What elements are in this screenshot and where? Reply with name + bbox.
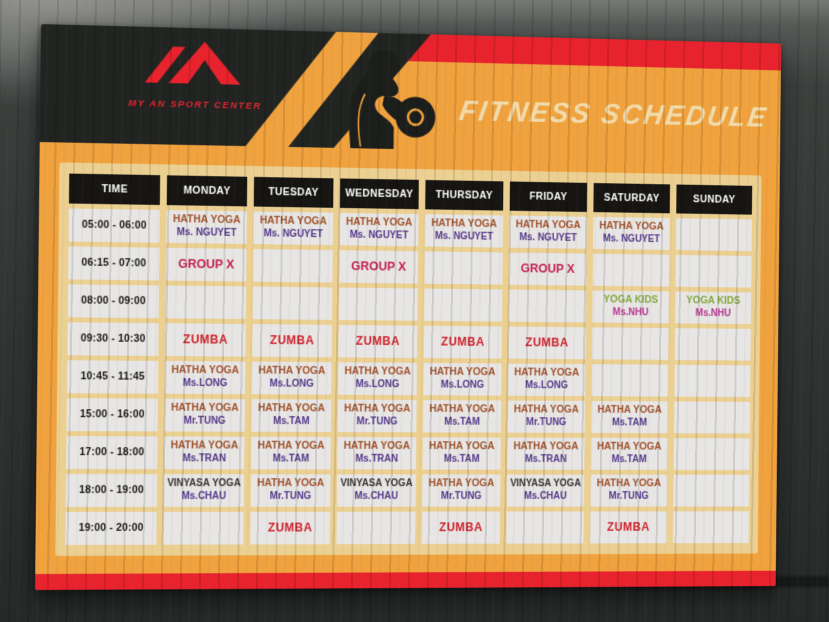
class-cell xyxy=(425,214,503,247)
class-cell xyxy=(339,250,418,283)
class-name: VINYASA YOGA xyxy=(167,477,241,489)
column-header-thursday: THURSDAY xyxy=(425,180,503,211)
class-name: YOGA KIDS xyxy=(603,293,659,306)
empty-cell xyxy=(592,327,669,360)
instructor-name: Mr.TUNG xyxy=(440,491,482,503)
class-cell xyxy=(423,437,501,469)
instructor-name: Ms.LONG xyxy=(525,380,569,392)
class-cell xyxy=(164,436,245,469)
empty-cell xyxy=(673,511,749,543)
time-cell xyxy=(69,208,160,242)
class-name: GROUP X xyxy=(178,256,235,272)
brand-name: MY AN SPORT CENTER xyxy=(128,98,262,112)
empty-cell xyxy=(673,475,749,507)
class-cell xyxy=(166,248,247,282)
class-name: ZUMBA xyxy=(439,520,483,535)
time-cell xyxy=(68,284,159,318)
class-cell xyxy=(338,325,417,358)
class-cell xyxy=(509,216,586,249)
class-cell xyxy=(165,323,246,356)
instructor-name: Ms. NGUYET xyxy=(519,232,577,245)
instructor-name: Ms.NHU xyxy=(695,308,731,320)
instructor-name: Ms. NGUYET xyxy=(263,228,323,241)
class-cell xyxy=(590,511,667,543)
class-name: ZUMBA xyxy=(607,520,650,534)
empty-cell xyxy=(424,251,502,284)
class-cell xyxy=(591,438,668,470)
class-cell xyxy=(675,292,751,325)
instructor-name: Ms.TAM xyxy=(273,416,310,428)
class-name: HATHA YOGA xyxy=(345,216,413,229)
instructor-name: Ms.TAM xyxy=(272,453,310,465)
class-cell xyxy=(507,401,584,433)
empty-cell xyxy=(253,287,333,320)
empty-cell xyxy=(166,286,247,320)
instructor-name: Mr.TUNG xyxy=(608,491,649,503)
class-name: HATHA YOGA xyxy=(599,220,664,233)
time-label: 09:30 - 10:30 xyxy=(80,332,146,345)
class-name: HATHA YOGA xyxy=(344,365,411,378)
class-cell xyxy=(507,438,584,470)
class-name: HATHA YOGA xyxy=(257,477,325,490)
empty-cell xyxy=(676,255,752,288)
time-cell xyxy=(65,512,156,545)
instructor-name: Ms. NGUYET xyxy=(602,233,660,246)
class-cell xyxy=(165,361,246,394)
empty-cell xyxy=(506,511,583,543)
time-label: 05:00 - 06:00 xyxy=(81,218,147,232)
class-name: HATHA YOGA xyxy=(170,401,239,415)
class-cell xyxy=(251,437,331,470)
class-name: ZUMBA xyxy=(441,334,485,349)
class-name: HATHA YOGA xyxy=(429,366,496,379)
instructor-name: Ms.TRAN xyxy=(524,454,567,466)
instructor-name: Ms.TAM xyxy=(611,454,647,466)
class-name: HATHA YOGA xyxy=(172,213,241,227)
class-cell xyxy=(592,291,669,324)
bottom-red-stripe xyxy=(35,571,776,590)
instructor-name: Mr.TUNG xyxy=(269,491,312,503)
class-cell xyxy=(252,324,332,357)
class-name: YOGA KIDS xyxy=(686,294,741,307)
class-cell xyxy=(593,217,670,250)
empty-cell xyxy=(339,288,418,321)
time-label: 17:00 - 18:00 xyxy=(79,446,145,459)
class-name: HATHA YOGA xyxy=(513,403,579,416)
class-cell xyxy=(252,362,332,395)
class-cell xyxy=(590,475,667,507)
class-name: ZUMBA xyxy=(269,333,315,348)
time-cell xyxy=(66,474,157,507)
time-label: 10:45 - 11:45 xyxy=(80,370,145,383)
empty-cell xyxy=(674,401,750,433)
class-cell xyxy=(338,400,417,433)
class-cell xyxy=(337,437,416,470)
class-name: HATHA YOGA xyxy=(514,366,580,379)
class-cell xyxy=(423,400,501,433)
schedule-panel xyxy=(55,162,761,556)
class-cell xyxy=(508,327,585,360)
poster-header-band xyxy=(40,24,781,157)
instructor-name: Ms.TAM xyxy=(611,417,648,429)
weightlifter-silhouette-icon xyxy=(291,45,474,151)
class-cell xyxy=(166,210,247,244)
class-name: HATHA YOGA xyxy=(343,440,411,453)
time-cell xyxy=(67,322,158,356)
time-cell xyxy=(68,246,159,280)
class-cell xyxy=(250,512,330,545)
schedule-table xyxy=(65,174,752,545)
class-name: HATHA YOGA xyxy=(428,440,495,453)
class-cell xyxy=(591,401,668,433)
instructor-name: Ms.TAM xyxy=(444,417,480,428)
instructor-name: Mr.TUNG xyxy=(526,417,567,429)
class-cell xyxy=(164,399,245,432)
class-cell xyxy=(424,326,502,359)
class-name: VINYASA YOGA xyxy=(510,477,581,489)
time-label: 15:00 - 16:00 xyxy=(79,408,145,421)
time-label: 18:00 - 19:00 xyxy=(78,483,145,496)
time-cell xyxy=(67,398,158,431)
column-header-tuesday: TUESDAY xyxy=(254,177,334,208)
time-cell xyxy=(67,360,158,393)
instructor-name: Ms.CHAU xyxy=(523,491,567,502)
instructor-name: Ms.LONG xyxy=(355,379,400,391)
time-cell xyxy=(66,436,157,469)
fitness-schedule-poster xyxy=(35,24,781,590)
class-name: HATHA YOGA xyxy=(343,402,411,415)
empty-cell xyxy=(253,249,333,283)
instructor-name: Ms. NGUYET xyxy=(434,231,494,243)
instructor-name: Ms.LONG xyxy=(440,379,485,391)
column-header-wednesday: WEDNESDAY xyxy=(340,178,419,209)
instructor-name: Ms.NHU xyxy=(612,307,649,319)
class-cell xyxy=(338,362,417,395)
class-name: HATHA YOGA xyxy=(258,364,326,378)
time-label: 19:00 - 20:00 xyxy=(78,521,144,534)
empty-cell xyxy=(593,254,670,287)
empty-cell xyxy=(676,218,752,251)
class-name: HATHA YOGA xyxy=(259,214,327,228)
empty-cell xyxy=(336,512,415,545)
class-name: HATHA YOGA xyxy=(515,218,581,232)
column-header-friday: FRIDAY xyxy=(510,182,587,212)
instructor-name: Ms.CHAU xyxy=(354,491,399,502)
class-cell xyxy=(507,475,584,507)
class-name: HATHA YOGA xyxy=(170,439,239,452)
class-cell xyxy=(508,364,585,397)
class-name: GROUP X xyxy=(351,258,407,274)
empty-cell xyxy=(509,290,586,323)
instructor-name: Mr.TUNG xyxy=(183,415,226,428)
class-cell xyxy=(422,474,500,506)
time-label: 08:00 - 09:00 xyxy=(80,294,146,308)
instructor-name: Ms. NGUYET xyxy=(349,230,409,242)
empty-cell xyxy=(424,289,502,322)
instructor-name: Ms.CHAU xyxy=(181,491,227,502)
class-cell xyxy=(251,399,331,432)
class-name: ZUMBA xyxy=(525,335,569,350)
class-name: ZUMBA xyxy=(183,332,228,347)
class-name: HATHA YOGA xyxy=(257,402,325,415)
empty-cell xyxy=(675,328,751,360)
class-name: GROUP X xyxy=(520,261,575,276)
class-name: HATHA YOGA xyxy=(171,364,240,377)
instructor-name: Ms.TRAN xyxy=(355,454,399,465)
poster-title: FITNESS SCHEDULE xyxy=(457,95,770,134)
empty-cell xyxy=(592,364,669,396)
column-header-saturday: SATURDAY xyxy=(593,183,670,213)
instructor-name: Ms. NGUYET xyxy=(176,227,237,240)
class-name: ZUMBA xyxy=(355,333,400,349)
empty-cell xyxy=(163,512,244,545)
instructor-name: Ms.LONG xyxy=(182,378,228,390)
class-name: HATHA YOGA xyxy=(257,439,325,452)
class-cell xyxy=(340,213,419,247)
class-cell xyxy=(423,363,501,396)
class-name: HATHA YOGA xyxy=(431,217,497,231)
class-cell xyxy=(251,474,331,507)
instructor-name: Ms.LONG xyxy=(269,378,314,390)
class-cell xyxy=(422,512,500,544)
class-name: ZUMBA xyxy=(267,520,313,535)
class-cell xyxy=(164,474,245,507)
class-cell xyxy=(509,253,586,286)
class-cell xyxy=(337,474,416,506)
empty-cell xyxy=(674,438,750,470)
instructor-name: Ms.TRAN xyxy=(182,453,227,465)
class-cell xyxy=(253,211,333,245)
sport-center-logo-icon xyxy=(136,35,254,99)
class-name: HATHA YOGA xyxy=(513,440,579,453)
class-name: HATHA YOGA xyxy=(428,477,495,490)
class-name: HATHA YOGA xyxy=(596,477,662,490)
column-header-sunday: SUNDAY xyxy=(676,185,752,215)
class-name: VINYASA YOGA xyxy=(340,477,413,489)
brand-logo xyxy=(82,33,308,113)
class-name: HATHA YOGA xyxy=(597,404,662,417)
instructor-name: Ms.TAM xyxy=(443,454,480,466)
column-header-time: TIME xyxy=(69,174,160,205)
empty-cell xyxy=(674,365,750,397)
class-name: HATHA YOGA xyxy=(429,403,496,416)
time-label: 06:15 - 07:00 xyxy=(81,256,147,270)
instructor-name: Mr.TUNG xyxy=(356,416,398,428)
column-header-monday: MONDAY xyxy=(167,175,248,206)
class-name: HATHA YOGA xyxy=(596,440,662,453)
